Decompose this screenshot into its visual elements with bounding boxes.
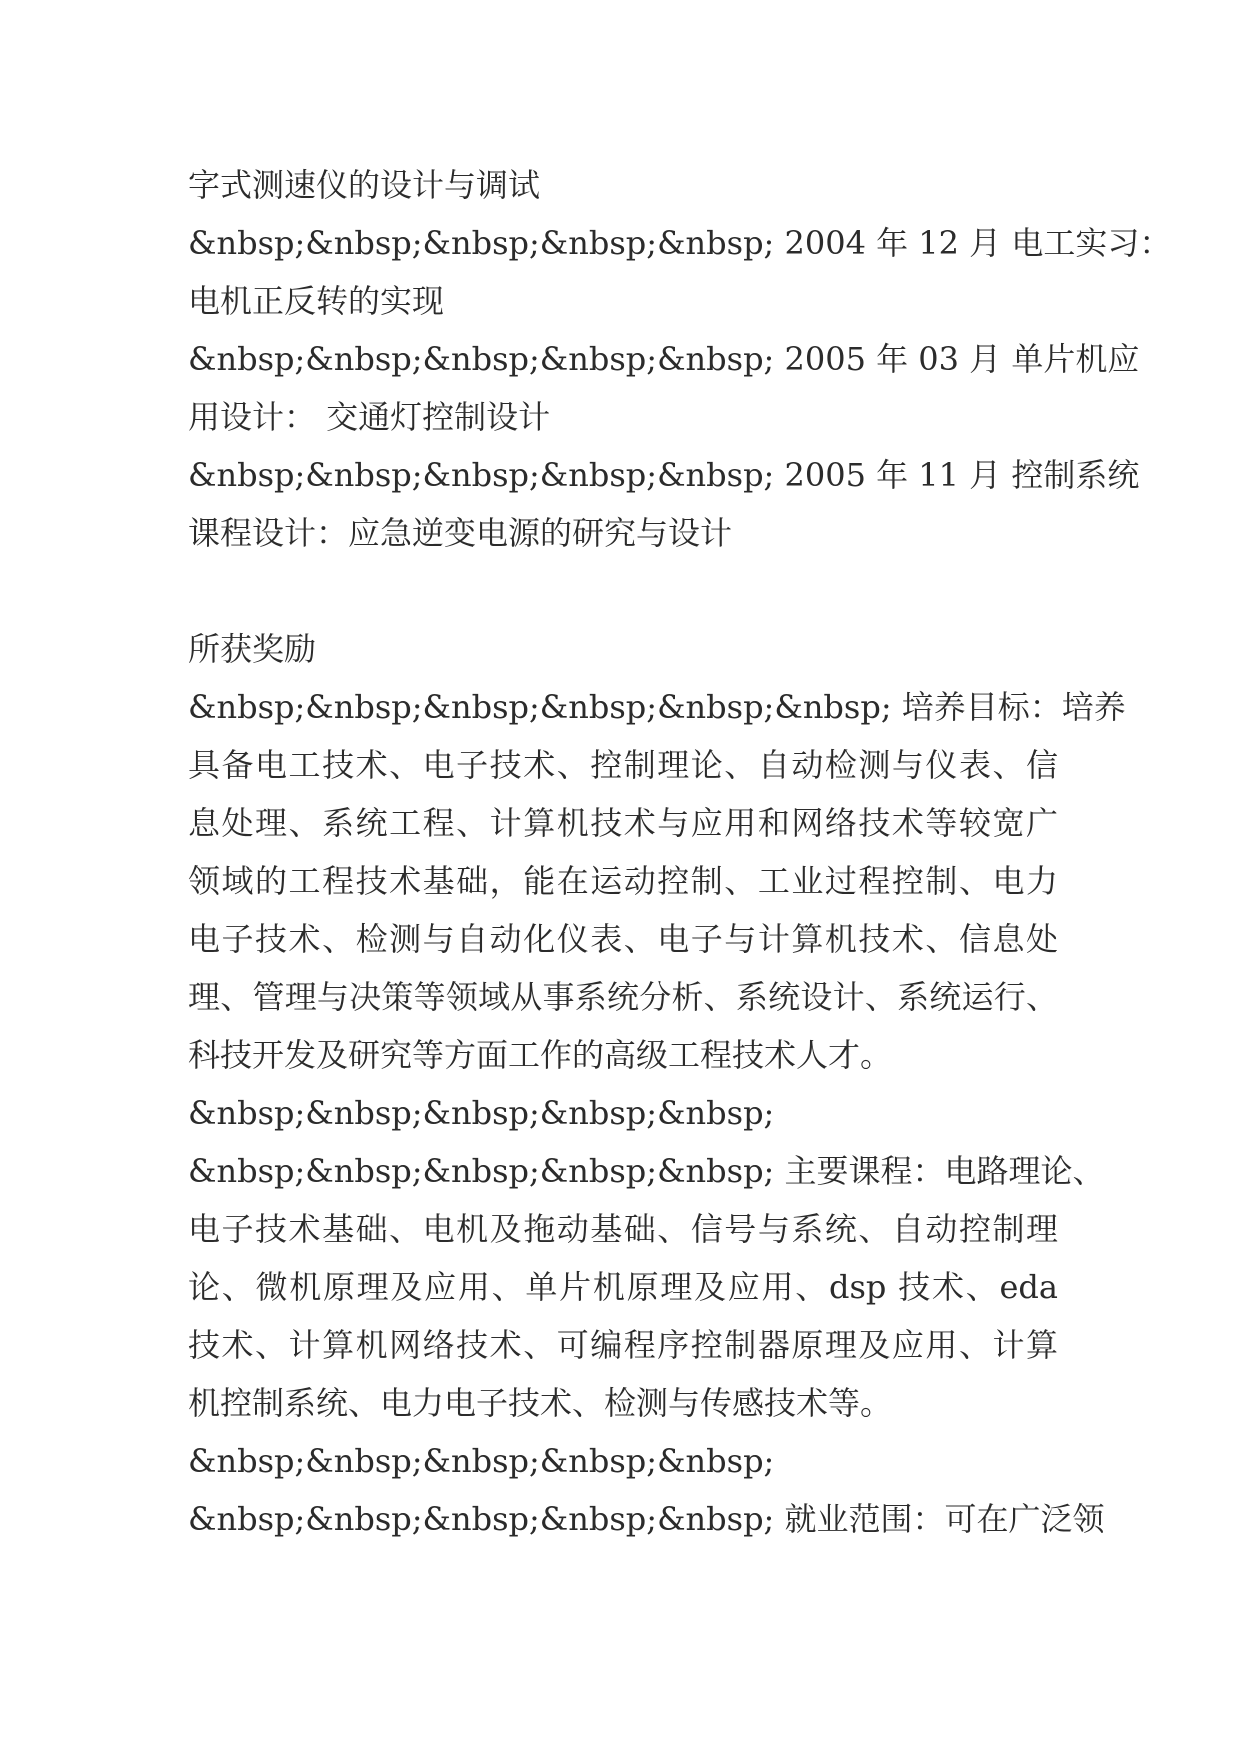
text-line-inverter-design: 课程设计：应急逆变电源的研究与设计 bbox=[188, 514, 733, 552]
text-line-training-goal: &nbsp;&nbsp;&nbsp;&nbsp;&nbsp;&nbsp; 培养目标：培养 bbox=[188, 688, 1126, 726]
paragraph-line: 电子技术、检测与自动化仪表、电子与计算机技术、信息处 bbox=[188, 920, 1058, 958]
text-line-traffic-light: 用设计： 交通灯控制设计 bbox=[188, 398, 551, 436]
paragraph-line: 具备电工技术、电子技术、控制理论、自动检测与仪表、信 bbox=[188, 746, 1058, 784]
paragraph-line: 电子技术基础、电机及拖动基础、信号与系统、自动控制理 bbox=[188, 1210, 1058, 1248]
paragraph-line: 科技开发及研究等方面工作的高级工程技术人才。 bbox=[188, 1036, 893, 1074]
paragraph-line: 理、管理与决策等领域从事系统分析、系统设计、系统运行、 bbox=[188, 978, 1058, 1016]
text-line-motor-reversal: 电机正反转的实现 bbox=[188, 282, 445, 320]
document-body bbox=[188, 156, 1172, 1548]
text-line-2005-mcu: &nbsp;&nbsp;&nbsp;&nbsp;&nbsp; 2005 年 03 月 单片机应 bbox=[188, 340, 1140, 378]
text-line-2005-control-system: &nbsp;&nbsp;&nbsp;&nbsp;&nbsp; 2005 年 11 月 控制系统 bbox=[188, 456, 1140, 494]
text-line-nbsp: &nbsp;&nbsp;&nbsp;&nbsp;&nbsp; bbox=[188, 1094, 775, 1132]
text-line-main-courses: &nbsp;&nbsp;&nbsp;&nbsp;&nbsp; 主要课程：电路理论、 bbox=[188, 1152, 1105, 1190]
paragraph-line: 机控制系统、电力电子技术、检测与传感技术等。 bbox=[188, 1384, 893, 1422]
section-heading-awards: 所获奖励 bbox=[188, 630, 317, 668]
paragraph-line: 领域的工程技术基础，能在运动控制、工业过程控制、电力 bbox=[188, 862, 1058, 900]
text-line-project-title-end: 字式测速仪的设计与调试 bbox=[188, 166, 541, 204]
paragraph-line: 论、微机原理及应用、单片机原理及应用、dsp 技术、eda bbox=[188, 1268, 1058, 1306]
blank-line bbox=[188, 562, 1058, 620]
text-line-employment-scope: &nbsp;&nbsp;&nbsp;&nbsp;&nbsp; 就业范围：可在广泛领 bbox=[188, 1500, 1105, 1538]
text-line-nbsp: &nbsp;&nbsp;&nbsp;&nbsp;&nbsp; bbox=[188, 1442, 775, 1480]
paragraph-line: 息处理、系统工程、计算机技术与应用和网络技术等较宽广 bbox=[188, 804, 1058, 842]
text-line-2004-internship: &nbsp;&nbsp;&nbsp;&nbsp;&nbsp; 2004 年 12 月 电工实习： bbox=[188, 224, 1172, 262]
paragraph-line: 技术、计算机网络技术、可编程序控制器原理及应用、计算 bbox=[188, 1326, 1058, 1364]
